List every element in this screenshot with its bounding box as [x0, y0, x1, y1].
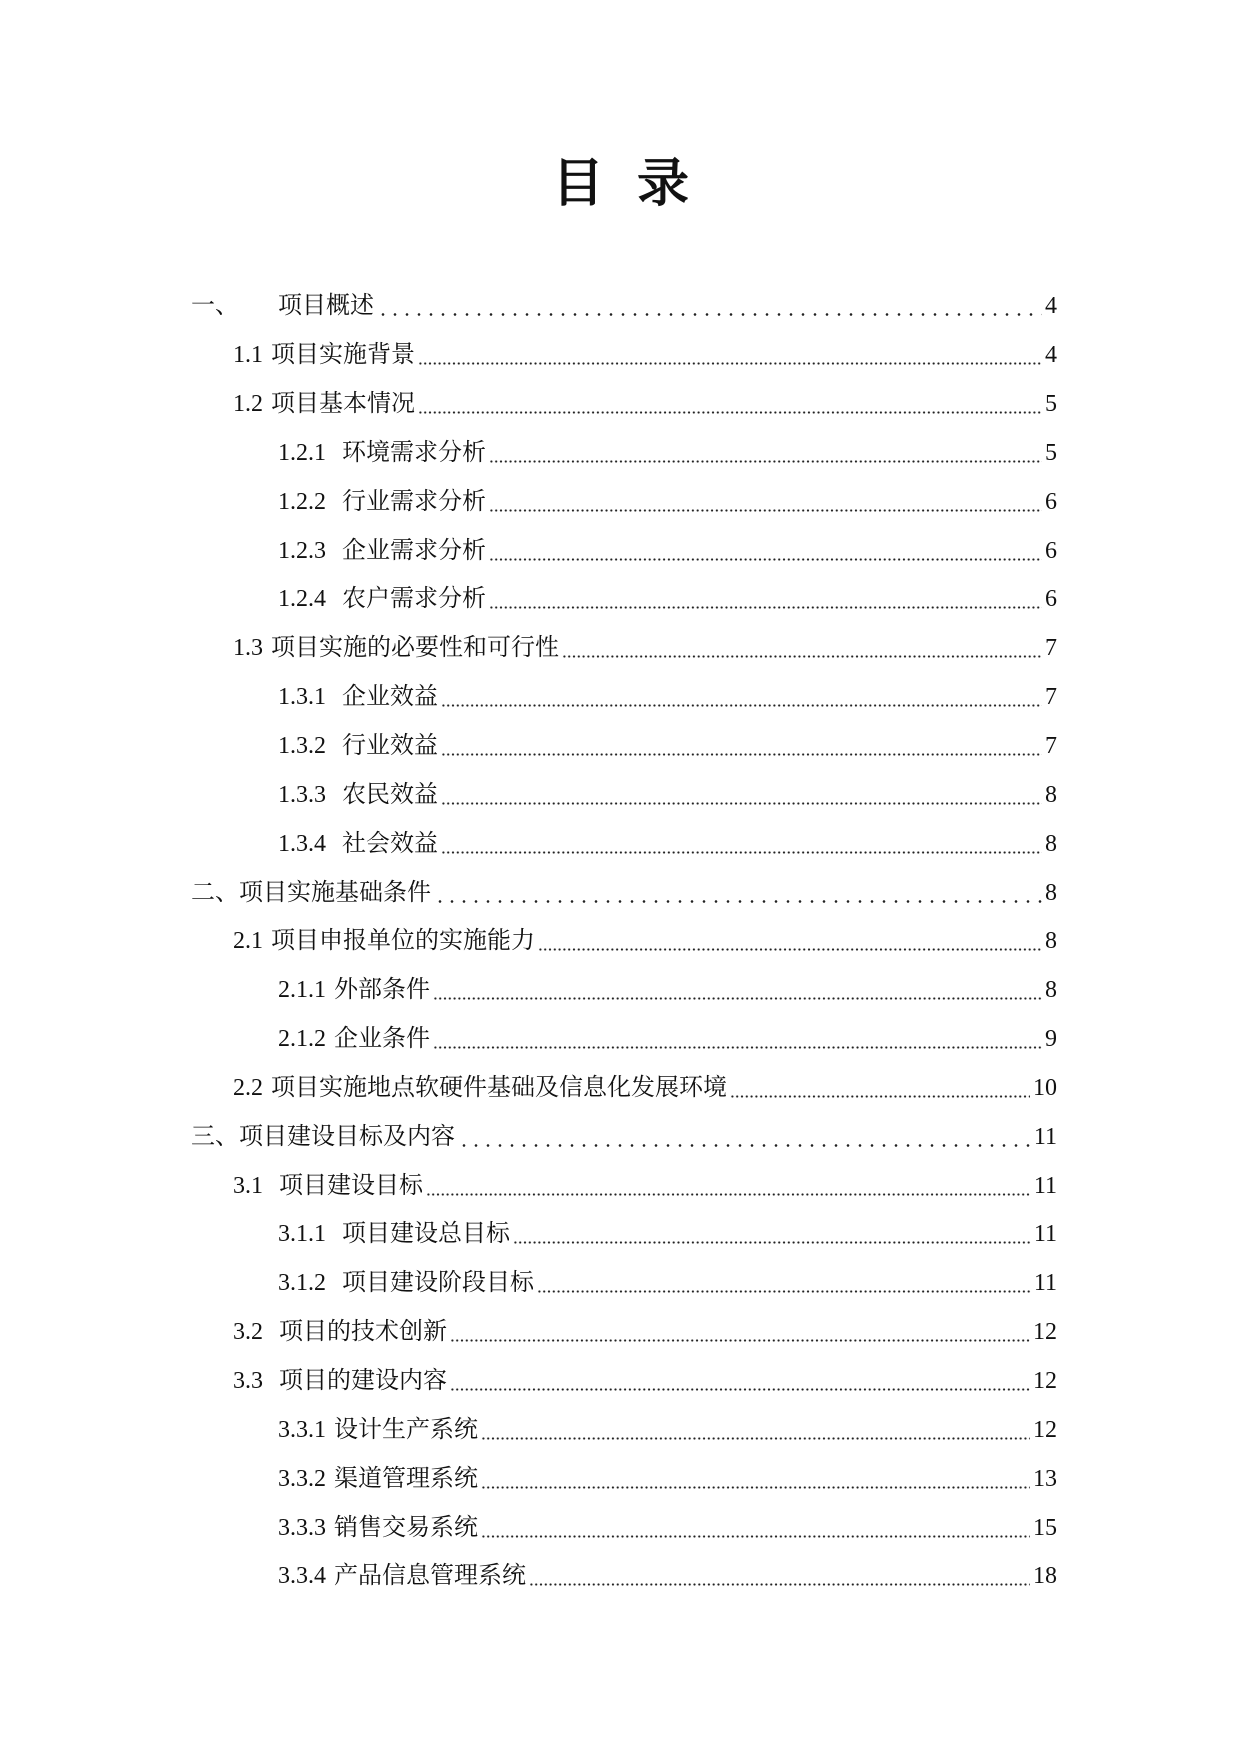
dot-leader	[537, 1272, 1031, 1294]
toc-entry[interactable]	[191, 1357, 1057, 1406]
toc-entry-number: 1.2.3	[278, 537, 326, 564]
toc-entry-page: 11	[1033, 1270, 1057, 1297]
dot-leader	[489, 491, 1042, 513]
toc-entry-number: 1.1	[233, 342, 263, 369]
toc-entry[interactable]	[191, 575, 1057, 624]
toc-entry-title: 项目的技术创新	[279, 1319, 447, 1346]
toc-entry-title: 项目的建设内容	[279, 1367, 447, 1394]
dot-leader	[481, 1419, 1030, 1441]
toc-entry-title: 企业需求分析	[342, 537, 486, 564]
toc-entry-number: 1.3.4	[278, 830, 326, 857]
toc-entry[interactable]	[191, 917, 1057, 966]
toc-entry[interactable]	[191, 1210, 1057, 1259]
toc-entry[interactable]	[191, 770, 1057, 819]
toc-entry-page: 15	[1033, 1514, 1057, 1541]
toc-entry-number: 3.3.3	[278, 1514, 326, 1541]
toc-entry-number: 三、	[191, 1123, 239, 1150]
toc-entry-number: 3.1.2	[278, 1270, 326, 1297]
dot-leader	[481, 1517, 1030, 1539]
toc-entry-number: 3.3	[233, 1367, 263, 1394]
toc-entry[interactable]	[191, 429, 1057, 478]
toc-entry-page: 18	[1033, 1563, 1057, 1590]
dot-leader	[433, 1028, 1042, 1050]
toc-entry-number: 1.2.4	[278, 586, 326, 613]
toc-entry[interactable]	[191, 526, 1057, 575]
toc-entry[interactable]	[191, 331, 1057, 380]
dot-leader	[377, 295, 1042, 317]
dot-leader	[481, 1468, 1030, 1490]
toc-entry-number: 1.3.1	[278, 684, 326, 711]
toc-entry[interactable]	[191, 624, 1057, 673]
toc-entry[interactable]	[191, 1454, 1057, 1503]
toc-entry-number: 1.2.1	[278, 439, 326, 466]
toc-entry-page: 8	[1045, 977, 1057, 1004]
toc-entry-page: 4	[1045, 342, 1057, 369]
toc-entry-title: 项目基本情况	[271, 391, 415, 418]
dot-leader	[441, 784, 1042, 806]
dot-leader	[538, 930, 1042, 952]
toc-entry[interactable]	[191, 1552, 1057, 1601]
toc-entry-number: 3.2	[233, 1319, 263, 1346]
toc-entry-page: 7	[1045, 635, 1057, 662]
toc-entry[interactable]	[191, 1308, 1057, 1357]
toc-entry-page: 6	[1045, 586, 1057, 613]
toc-entry-title: 企业效益	[342, 684, 438, 711]
toc-entry-number: 2.1	[233, 928, 263, 955]
toc-entry-page: 8	[1045, 928, 1057, 955]
toc-entry-page: 11	[1033, 1221, 1057, 1248]
toc-entry-page: 4	[1045, 293, 1057, 320]
toc-entry-title: 设计生产系统	[334, 1416, 478, 1443]
toc-entry[interactable]	[191, 819, 1057, 868]
toc-entry-page: 6	[1045, 537, 1057, 564]
toc-entry-title: 农民效益	[342, 781, 438, 808]
toc-entry[interactable]	[191, 477, 1057, 526]
toc-entry-number: 2.1.2	[278, 1026, 326, 1053]
toc-entry-title: 农户需求分析	[342, 586, 486, 613]
toc-entry-title: 产品信息管理系统	[334, 1563, 526, 1590]
toc-entry-number: 1.3	[233, 635, 263, 662]
toc-entry-page: 12	[1033, 1367, 1057, 1394]
dot-leader	[418, 344, 1042, 366]
toc-entry-title: 社会效益	[342, 830, 438, 857]
toc-entry-page: 8	[1045, 830, 1057, 857]
toc-entry-page: 8	[1045, 781, 1057, 808]
dot-leader	[489, 442, 1042, 464]
toc-entry-number: 2.1.1	[278, 977, 326, 1004]
toc-entry-number: 1.2	[233, 391, 263, 418]
toc-entry-page: 11	[1033, 1172, 1057, 1199]
dot-leader	[730, 1077, 1030, 1099]
toc-entry-number: 3.3.2	[278, 1465, 326, 1492]
dot-leader	[529, 1565, 1030, 1587]
toc-entry[interactable]	[191, 380, 1057, 429]
toc-entry[interactable]	[191, 966, 1057, 1015]
dot-leader	[513, 1223, 1031, 1245]
toc-entry-number: 1.3.2	[278, 733, 326, 760]
toc-entry[interactable]	[191, 1503, 1057, 1552]
toc-entry[interactable]	[191, 1259, 1057, 1308]
toc-entry-title: 行业效益	[342, 733, 438, 760]
toc-entry-page: 7	[1045, 733, 1057, 760]
toc-entry[interactable]	[191, 1064, 1057, 1113]
toc-entry-page: 7	[1045, 684, 1057, 711]
toc-entry-title: 销售交易系统	[334, 1514, 478, 1541]
dot-leader	[489, 588, 1042, 610]
toc-entry-title: 项目申报单位的实施能力	[271, 928, 535, 955]
dot-leader	[433, 979, 1042, 1001]
toc-entry-number: 1.2.2	[278, 488, 326, 515]
toc-entry[interactable]	[191, 1015, 1057, 1064]
toc-entry-title: 外部条件	[334, 977, 430, 1004]
toc-entry-title: 环境需求分析	[342, 439, 486, 466]
dot-leader	[450, 1370, 1030, 1392]
dot-leader	[562, 637, 1042, 659]
toc-entry-number: 2.2	[233, 1074, 263, 1101]
toc-entry-title: 项目实施基础条件	[239, 879, 431, 906]
dot-leader	[418, 393, 1042, 415]
dot-leader	[434, 882, 1042, 904]
toc-entry-number: 3.1	[233, 1172, 263, 1199]
toc-entry-number: 3.1.1	[278, 1221, 326, 1248]
toc-entry[interactable]	[191, 1405, 1057, 1454]
page-title: 目 录	[551, 156, 699, 213]
toc-entry-number: 3.3.4	[278, 1563, 326, 1590]
toc-entry-page: 5	[1045, 439, 1057, 466]
toc-entry-page: 9	[1045, 1026, 1057, 1053]
toc-entry-title: 项目概述	[278, 293, 374, 320]
toc-entry-title: 渠道管理系统	[334, 1465, 478, 1492]
toc-entry-title: 项目建设阶段目标	[342, 1270, 534, 1297]
toc-entry-number: 一、	[191, 293, 239, 320]
toc-entry-title: 项目建设目标及内容	[239, 1123, 455, 1150]
toc-entry[interactable]	[191, 868, 1057, 917]
toc-entry-page: 6	[1045, 488, 1057, 515]
toc-entry-page: 12	[1033, 1416, 1057, 1443]
toc-entry-number: 1.3.3	[278, 781, 326, 808]
toc-entry-page: 5	[1045, 391, 1057, 418]
dot-leader	[426, 1175, 1031, 1197]
toc-entry[interactable]	[191, 673, 1057, 722]
dot-leader	[441, 735, 1042, 757]
dot-leader	[441, 686, 1042, 708]
toc-entry-title: 企业条件	[334, 1026, 430, 1053]
toc-entry-title: 项目实施的必要性和可行性	[271, 635, 559, 662]
toc-entry-title: 项目建设总目标	[342, 1221, 510, 1248]
toc-entry[interactable]	[191, 722, 1057, 771]
toc-entry-page: 12	[1033, 1319, 1057, 1346]
toc-entry-page: 8	[1045, 879, 1057, 906]
toc-entry[interactable]	[191, 1161, 1057, 1210]
toc-entry-page: 10	[1033, 1074, 1057, 1101]
toc-entry[interactable]	[191, 282, 1057, 331]
dot-leader	[489, 540, 1042, 562]
toc-entry-title: 项目建设目标	[279, 1172, 423, 1199]
toc-entry-number: 3.3.1	[278, 1416, 326, 1443]
toc-entry-title: 项目实施背景	[271, 342, 415, 369]
dot-leader	[450, 1321, 1030, 1343]
toc-entry-number: 二、	[191, 879, 239, 906]
toc-entry-title: 项目实施地点软硬件基础及信息化发展环境	[271, 1074, 727, 1101]
table-of-contents	[191, 282, 1057, 1601]
dot-leader	[458, 1126, 1031, 1148]
toc-entry-page: 11	[1033, 1123, 1057, 1150]
toc-entry[interactable]	[191, 1112, 1057, 1161]
dot-leader	[441, 833, 1042, 855]
toc-entry-page: 13	[1033, 1465, 1057, 1492]
toc-entry-title: 行业需求分析	[342, 488, 486, 515]
